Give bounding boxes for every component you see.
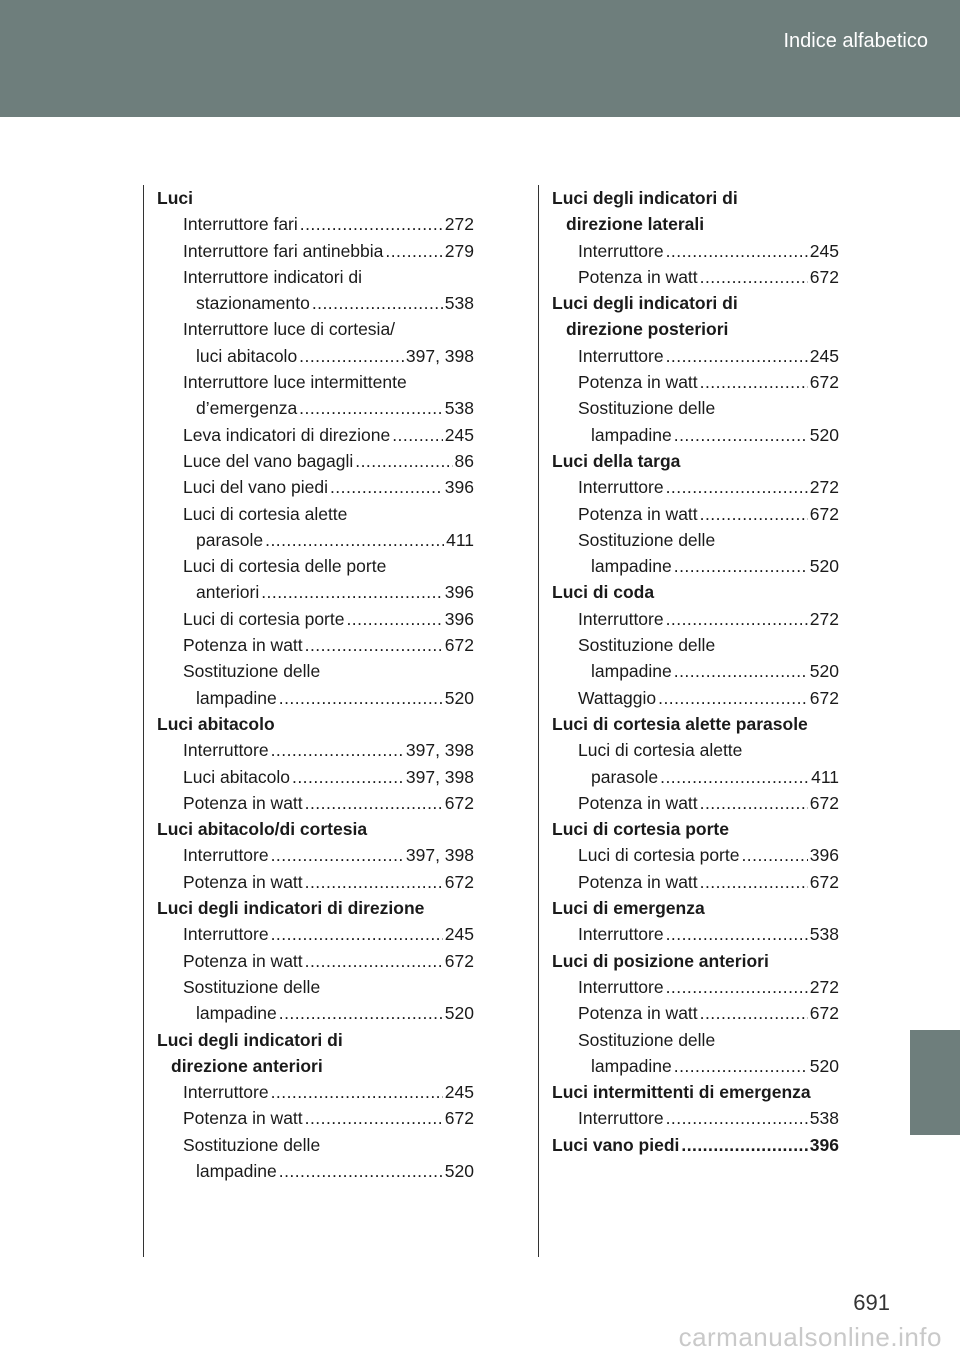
dot-leader	[299, 343, 404, 369]
entry-label: Potenza in watt	[578, 871, 698, 892]
page-header	[0, 0, 960, 117]
page-reference: 245	[444, 1082, 474, 1103]
dot-leader	[346, 606, 442, 632]
section-thumb-tab	[910, 1030, 960, 1135]
page-reference: 538	[444, 293, 474, 314]
page-reference: 538	[809, 924, 839, 945]
page-reference: 672	[444, 871, 474, 892]
index-heading: Luci abitacolo	[157, 713, 275, 734]
entry-label: Luci abitacolo	[183, 766, 291, 787]
page-reference: 672	[809, 266, 839, 287]
dot-leader	[292, 764, 404, 790]
index-entry: Luci di cortesia delle porte	[183, 556, 387, 577]
entry-label: Potenza in watt	[183, 635, 303, 656]
page-reference: 245	[444, 424, 474, 445]
index-entry	[144, 869, 474, 895]
page-reference: 672	[809, 503, 839, 524]
dot-leader	[305, 948, 443, 974]
entry-label: lampadine	[196, 687, 277, 708]
page-reference: 538	[444, 398, 474, 419]
page-number: 691	[853, 1290, 890, 1315]
entry-label: Leva indicatori di direzione	[183, 424, 391, 445]
entry-label: Interruttore	[578, 240, 664, 261]
dot-leader	[305, 790, 443, 816]
page-reference: 396	[444, 582, 474, 603]
entry-label: Potenza in watt	[183, 871, 303, 892]
dot-leader	[681, 1132, 807, 1158]
page-reference: 520	[809, 661, 839, 682]
index-heading	[539, 1132, 839, 1158]
index-entry: Sostituzione delle	[183, 976, 321, 997]
index-heading: Luci di cortesia porte	[552, 819, 729, 840]
dot-leader	[700, 869, 808, 895]
watermark: carmanualsonline.info	[678, 1322, 942, 1352]
dot-leader	[312, 290, 443, 316]
entry-label: Interruttore	[183, 924, 269, 945]
index-entry	[539, 606, 839, 632]
index-entry	[539, 685, 839, 711]
index-entry	[144, 921, 474, 947]
entry-label: Luci del vano piedi	[183, 477, 328, 498]
dot-leader	[666, 343, 808, 369]
dot-leader	[666, 921, 808, 947]
entry-label: Luce del vano bagagli	[183, 450, 354, 471]
index-heading: Luci di coda	[552, 582, 655, 603]
dot-leader	[305, 869, 443, 895]
dot-leader	[392, 422, 443, 448]
index-heading: Luci degli indicatori di	[157, 1029, 343, 1050]
entry-label: Potenza in watt	[578, 266, 698, 287]
index-column-right	[538, 185, 839, 1257]
entry-label: luci abitacolo	[196, 345, 298, 366]
page-reference: 672	[809, 871, 839, 892]
index-entry	[539, 1053, 839, 1079]
index-heading: Luci di posizione anteriori	[552, 950, 769, 971]
page-reference: 672	[444, 792, 474, 813]
dot-leader	[700, 501, 808, 527]
index-heading: direzione anteriori	[171, 1055, 323, 1076]
dot-leader	[700, 369, 808, 395]
index-entry	[539, 921, 839, 947]
page-reference: 272	[809, 477, 839, 498]
index-entry	[539, 658, 839, 684]
page-reference: 538	[809, 1108, 839, 1129]
index-entry	[144, 790, 474, 816]
index-entry	[539, 842, 839, 868]
index-entry: Sostituzione delle	[578, 1029, 716, 1050]
page-reference: 520	[809, 1055, 839, 1076]
dot-leader	[330, 474, 443, 500]
index-entry	[539, 790, 839, 816]
dot-leader	[385, 238, 442, 264]
page-reference: 520	[809, 424, 839, 445]
index-entry	[144, 685, 474, 711]
index-entry	[144, 632, 474, 658]
page-reference: 672	[809, 792, 839, 813]
index-entry	[539, 343, 839, 369]
dot-leader	[666, 974, 808, 1000]
dot-leader	[700, 264, 808, 290]
entry-label: Interruttore	[578, 477, 664, 498]
page-reference: 397, 398	[405, 740, 474, 761]
dot-leader	[305, 632, 443, 658]
index-heading: direzione laterali	[566, 214, 705, 235]
entry-label: Potenza in watt	[578, 372, 698, 393]
dot-leader	[666, 474, 808, 500]
index-entry: Sostituzione delle	[183, 1134, 321, 1155]
index-entry	[144, 238, 474, 264]
entry-label: anteriori	[196, 582, 260, 603]
page-reference: 672	[809, 1003, 839, 1024]
page-reference: 520	[444, 1160, 474, 1181]
index-entry	[144, 842, 474, 868]
index-heading: Luci abitacolo/di cortesia	[157, 819, 368, 840]
index-entry: Sostituzione delle	[578, 398, 716, 419]
dot-leader	[271, 1079, 443, 1105]
index-entry	[144, 527, 474, 553]
index-entry	[539, 264, 839, 290]
index-entry	[144, 343, 474, 369]
entry-label: lampadine	[591, 661, 672, 682]
index-entry	[144, 1105, 474, 1131]
entry-label: Luci vano piedi	[552, 1134, 680, 1155]
dot-leader	[279, 1000, 443, 1026]
page-reference: 520	[444, 1003, 474, 1024]
index-entry	[539, 238, 839, 264]
index-entry	[144, 606, 474, 632]
entry-label: lampadine	[196, 1160, 277, 1181]
page-reference: 411	[811, 766, 839, 787]
entry-label: Interruttore	[183, 1082, 269, 1103]
index-entry: Sostituzione delle	[183, 661, 321, 682]
section-title: Indice alfabetico	[783, 30, 928, 52]
entry-label: Interruttore	[578, 976, 664, 997]
page-reference: 396	[809, 845, 839, 866]
index-entry	[539, 553, 839, 579]
entry-label: parasole	[591, 766, 659, 787]
dot-leader	[666, 238, 808, 264]
dot-leader	[700, 790, 808, 816]
index-entry	[539, 764, 839, 790]
dot-leader	[305, 1105, 443, 1131]
index-heading: Luci	[157, 188, 193, 208]
page-reference: 396	[809, 1134, 839, 1155]
index-entry	[144, 290, 474, 316]
index-entry	[144, 1079, 474, 1105]
page-reference: 520	[809, 556, 839, 577]
index-entry	[539, 974, 839, 1000]
dot-leader	[299, 395, 443, 421]
entry-label: Potenza in watt	[183, 792, 303, 813]
entry-label: Potenza in watt	[183, 1108, 303, 1129]
index-heading: Luci degli indicatori di direzione	[157, 898, 425, 919]
entry-label: parasole	[196, 529, 264, 550]
entry-label: lampadine	[591, 556, 672, 577]
page-reference: 245	[444, 924, 474, 945]
index-entry: Sostituzione delle	[578, 635, 716, 656]
entry-label: Interruttore	[578, 1108, 664, 1129]
index-entry	[144, 448, 474, 474]
index-entry: Interruttore luce di cortesia/	[183, 319, 396, 340]
dot-leader	[674, 553, 808, 579]
entry-label: Interruttore	[578, 608, 664, 629]
page-reference: 672	[444, 635, 474, 656]
index-entry	[539, 501, 839, 527]
dot-leader	[279, 685, 443, 711]
dot-leader	[658, 685, 808, 711]
page-reference: 397, 398	[405, 345, 474, 366]
index-entry	[144, 422, 474, 448]
page-reference: 672	[444, 950, 474, 971]
index-entry	[144, 764, 474, 790]
index-heading: Luci della targa	[552, 450, 681, 471]
dot-leader	[279, 1158, 443, 1184]
index-heading: Luci di cortesia alette parasole	[552, 713, 808, 734]
page-reference: 272	[809, 608, 839, 629]
index-entry	[539, 474, 839, 500]
index-entry: Luci di cortesia alette	[578, 740, 743, 761]
dot-leader	[660, 764, 809, 790]
index-heading: Luci degli indicatori di	[552, 293, 738, 314]
index-entry	[144, 948, 474, 974]
entry-label: Potenza in watt	[578, 1003, 698, 1024]
dot-leader	[300, 211, 443, 237]
index-entry	[539, 1000, 839, 1026]
dot-leader	[666, 1105, 808, 1131]
entry-label: lampadine	[591, 424, 672, 445]
entry-label: Interruttore	[183, 740, 269, 761]
dot-leader	[674, 422, 808, 448]
entry-label: Interruttore	[578, 924, 664, 945]
index-heading: Luci intermittenti di emergenza	[552, 1082, 811, 1103]
index-heading: direzione posteriori	[566, 319, 729, 340]
page-reference: 672	[809, 372, 839, 393]
index-entry	[539, 422, 839, 448]
page-reference: 520	[444, 687, 474, 708]
index-entry: Sostituzione delle	[578, 529, 716, 550]
index-entry	[539, 369, 839, 395]
page-reference: 411	[446, 529, 474, 550]
index-entry: Luci di cortesia alette	[183, 503, 348, 524]
page-reference: 279	[444, 240, 474, 261]
index-entry	[144, 211, 474, 237]
entry-label: Wattaggio	[578, 687, 657, 708]
index-entry: Interruttore luce intermittente	[183, 372, 407, 393]
index-entry	[144, 1000, 474, 1026]
entry-label: lampadine	[196, 1003, 277, 1024]
index-entry	[144, 395, 474, 421]
dot-leader	[271, 921, 443, 947]
dot-leader	[355, 448, 452, 474]
dot-leader	[700, 1000, 808, 1026]
index-entry	[144, 474, 474, 500]
entry-label: Luci di cortesia porte	[578, 845, 740, 866]
page-reference: 272	[444, 214, 474, 235]
entry-label: lampadine	[591, 1055, 672, 1076]
index-entry	[144, 737, 474, 763]
dot-leader	[674, 658, 808, 684]
index-entry	[539, 1105, 839, 1131]
page-reference: 672	[444, 1108, 474, 1129]
dot-leader	[265, 527, 444, 553]
entry-label: Interruttore fari antinebbia	[183, 240, 384, 261]
index-column-left	[143, 185, 474, 1257]
page-reference: 245	[809, 345, 839, 366]
index-heading: Luci degli indicatori di	[552, 188, 738, 208]
page-reference: 396	[444, 477, 474, 498]
page-reference: 86	[454, 450, 474, 471]
entry-label: Interruttore	[183, 845, 269, 866]
dot-leader	[666, 606, 808, 632]
entry-label: Interruttore fari	[183, 214, 298, 235]
dot-leader	[674, 1053, 808, 1079]
entry-label: stazionamento	[196, 293, 310, 314]
page-reference: 397, 398	[405, 845, 474, 866]
index-heading: Luci di emergenza	[552, 898, 705, 919]
dot-leader	[261, 579, 443, 605]
entry-label: Potenza in watt	[183, 950, 303, 971]
page-reference: 672	[809, 687, 839, 708]
page-reference: 272	[809, 976, 839, 997]
entry-label: Interruttore	[578, 345, 664, 366]
page-reference: 396	[444, 608, 474, 629]
entry-label: d’emergenza	[196, 398, 298, 419]
dot-leader	[271, 842, 404, 868]
page-reference: 245	[809, 240, 839, 261]
entry-label: Luci di cortesia porte	[183, 608, 345, 629]
index-entry	[539, 869, 839, 895]
index-entry: Interruttore indicatori di	[183, 266, 362, 287]
index-entry	[144, 1158, 474, 1184]
page-reference: 397, 398	[405, 766, 474, 787]
index-entry	[144, 579, 474, 605]
dot-leader	[271, 737, 404, 763]
entry-label: Potenza in watt	[578, 503, 698, 524]
dot-leader	[741, 842, 807, 868]
entry-label: Potenza in watt	[578, 792, 698, 813]
